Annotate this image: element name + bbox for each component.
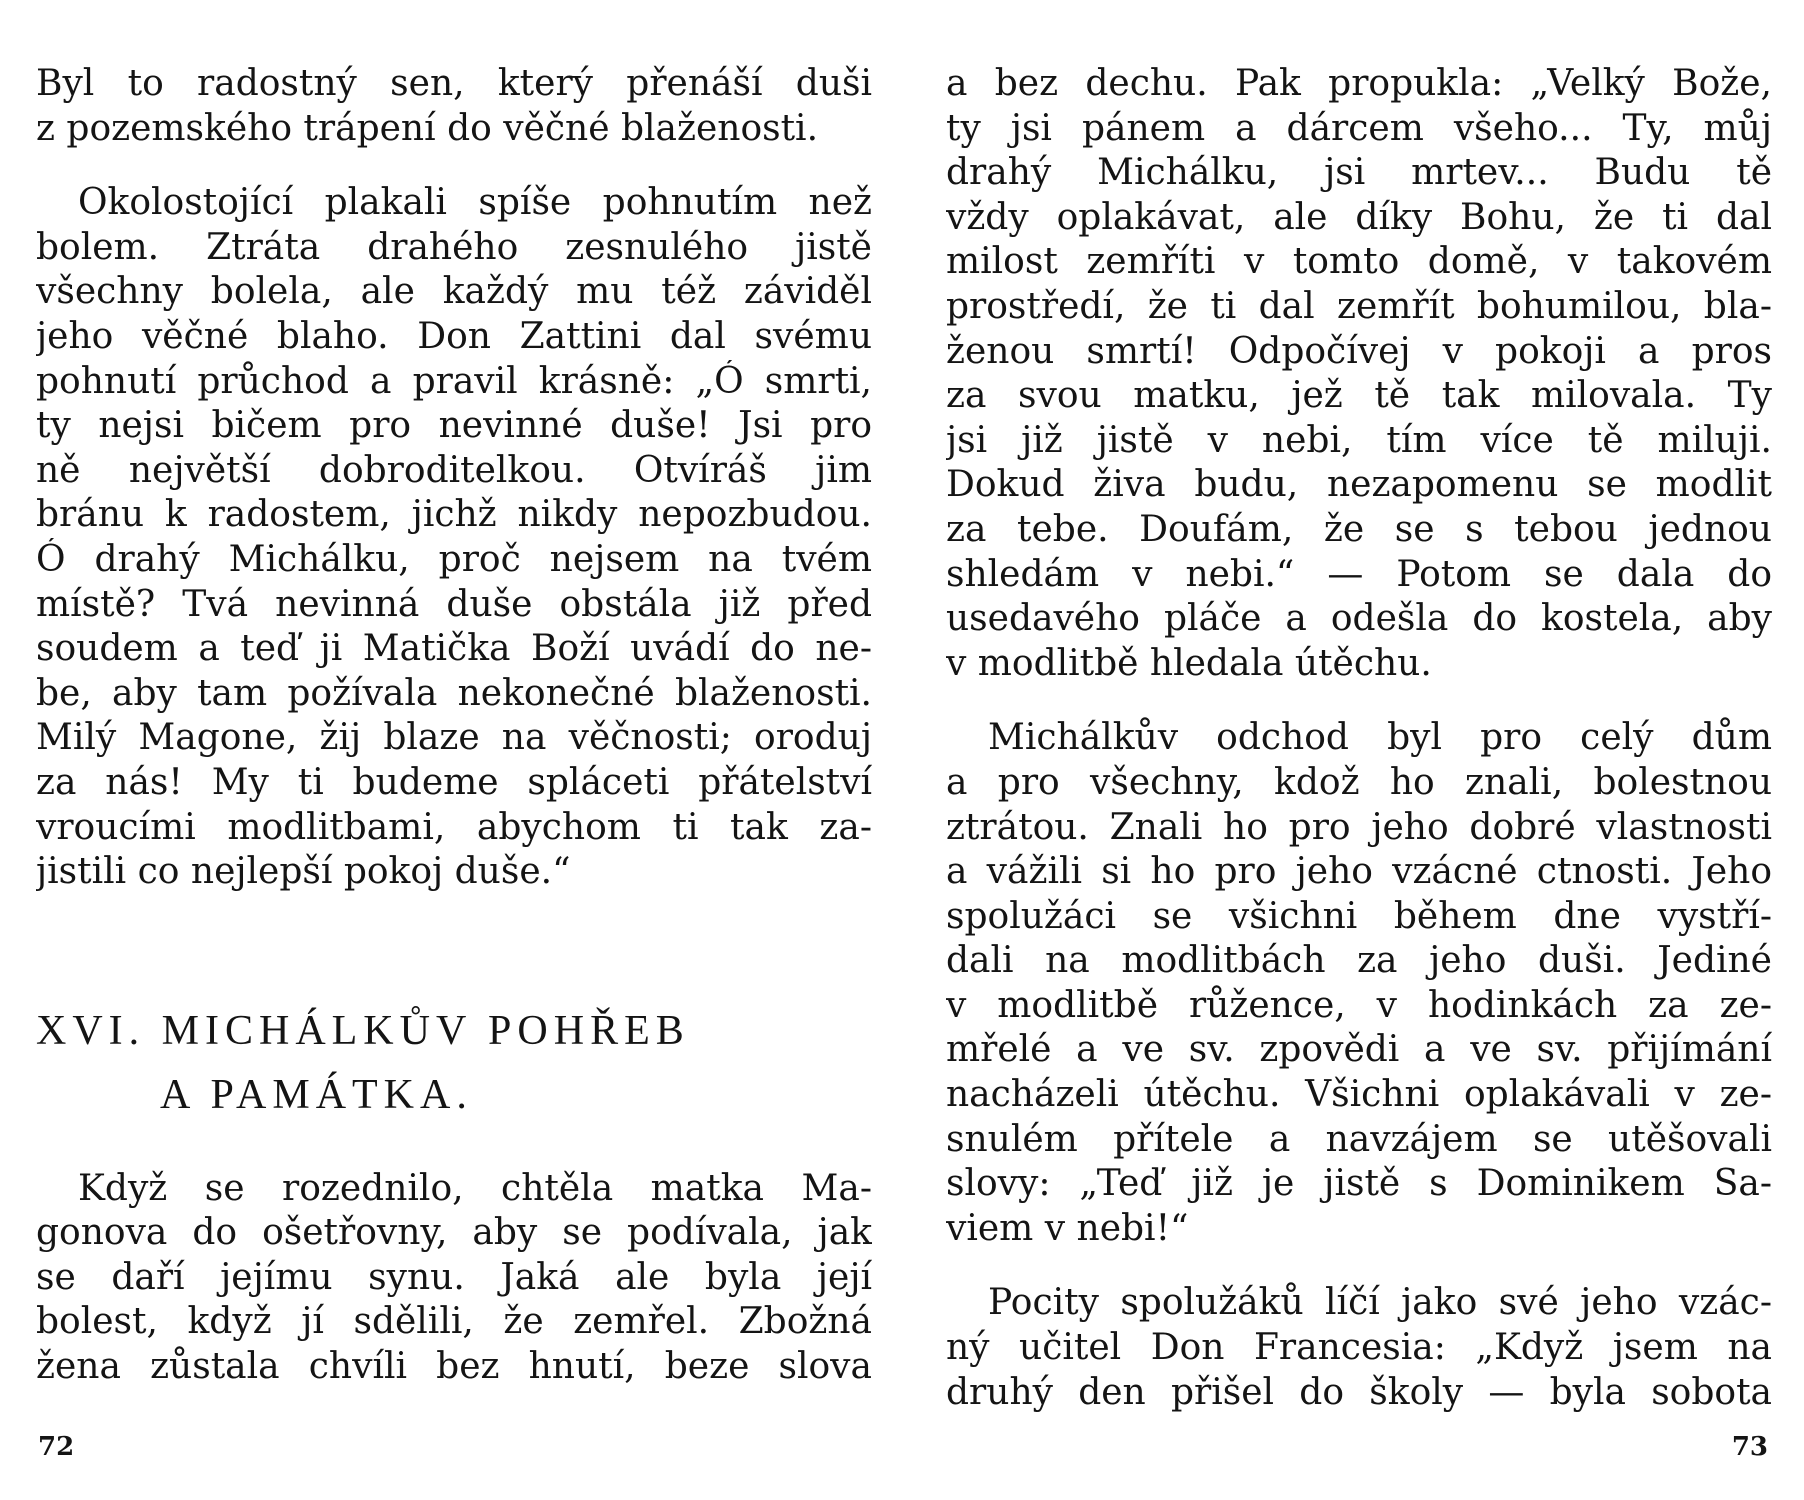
left-paragraph-2: [36, 181, 872, 895]
text-line: dali na modlitbách za jeho duši. Jediné: [946, 940, 1772, 982]
text-line: bránu k radostem, jichž nikdy nepozbudou.: [36, 494, 872, 536]
text-line: ty jsi pánem a dárcem všeho... Ty, můj: [946, 107, 1772, 149]
text-line: mřelé a ve sv. zpovědi a ve sv. přijímání: [946, 1029, 1772, 1071]
text-line: žena zůstala chvíli bez hnutí, beze slova: [36, 1346, 872, 1388]
right-paragraph-2: [946, 716, 1772, 1251]
chapter-heading-line-1: XVI. MICHÁLKŮV POHŘEB: [36, 1007, 690, 1054]
text-line: spolužáci se všichni během dne vystří-: [946, 895, 1772, 937]
text-line: a vážili si ho pro jeho vzácné ctnosti. Jeho: [946, 851, 1772, 893]
right-paragraph-1: [946, 62, 1772, 686]
text-line: viem v nebi!“: [946, 1207, 1189, 1249]
page-number: 72: [38, 1432, 75, 1462]
right-paragraph-3: [946, 1281, 1772, 1415]
text-line: za nás! My ti budeme spláceti přátelství: [36, 761, 872, 803]
text-line: jsi již jistě v nebi, tím více tě miluji.: [946, 419, 1772, 461]
text-line: drahý Michálku, jsi mrtev... Budu tě: [946, 152, 1772, 194]
text-line: slovy: „Teď již je jistě s Dominikem Sa-: [946, 1163, 1772, 1205]
text-line: jistili co nejlepší pokoj duše.“: [36, 851, 571, 893]
text-line: Dokud živa budu, nezapomenu se modlit: [946, 464, 1772, 506]
text-line: z pozemského trápení do věčné blaženosti.: [36, 107, 819, 149]
text-line: pohnutí průchod a pravil krásně: „Ó smrti,: [36, 360, 872, 402]
text-line: prostředí, že ti dal zemřít bohumilou, bla-: [946, 285, 1772, 327]
text-line: ženou smrtí! Odpočívej v pokoji a pros: [946, 330, 1772, 372]
text-line: milost zemříti v tomto domě, v takovém: [946, 241, 1772, 283]
left-page-text: [36, 62, 872, 1390]
text-line: vždy oplakávat, ale díky Bohu, že ti dal: [946, 196, 1772, 238]
text-line: v modlitbě růžence, v hodinkách za ze-: [946, 984, 1772, 1026]
text-line: místě? Tvá nevinná duše obstála již před: [36, 583, 872, 625]
text-line: a bez dechu. Pak propukla: „Velký Bože,: [946, 63, 1772, 104]
chapter-heading: [36, 895, 872, 1167]
text-line: Michálkův odchod byl pro celý dům: [988, 717, 1772, 759]
text-line: ztrátou. Znali ho pro jeho dobré vlastnosti: [946, 806, 1772, 848]
text-line: Byl to radostný sen, který přenáší duši: [36, 63, 872, 104]
text-line: soudem a teď ji Matička Boží uvádí do ne-: [36, 628, 872, 670]
right-page-text: [946, 62, 1772, 1415]
text-line: shledám v nebi.“ — Potom se dala do: [946, 553, 1772, 595]
text-line: Okolostojící plakali spíše pohnutím než: [78, 182, 872, 224]
left-paragraph-1: [36, 62, 872, 151]
text-line: všechny bolela, ale každý mu též záviděl: [36, 271, 872, 313]
left-paragraph-3: [36, 1167, 872, 1390]
text-line: nacházeli útěchu. Všichni oplakávali v ze-: [946, 1074, 1772, 1116]
text-line: snulém přítele a navzájem se utěšovali: [946, 1118, 1772, 1160]
text-line: bolest, když jí sdělili, že zemřel. Zbožná: [36, 1301, 872, 1343]
text-line: ty nejsi bičem pro nevinné duše! Jsi pro: [36, 405, 872, 447]
text-line: v modlitbě hledala útěchu.: [946, 642, 1432, 684]
text-line: se daří jejímu synu. Jaká ale byla její: [36, 1256, 872, 1298]
text-line: Pocity spolužáků líčí jako své jeho vzác-: [988, 1282, 1772, 1324]
text-line: vroucími modlitbami, abychom ti tak za-: [36, 806, 872, 848]
text-line: Milý Magone, žij blaze na věčnosti; oroduj: [36, 717, 872, 759]
page-number: 73: [1731, 1432, 1768, 1462]
text-line: Ó drahý Michálku, proč nejsem na tvém: [36, 538, 872, 580]
text-line: za svou matku, jež tě tak milovala. Ty: [946, 375, 1772, 417]
text-line: gonova do ošetřovny, aby se podívala, jak: [36, 1212, 872, 1254]
text-line: ně největší dobroditelkou. Otvíráš jim: [36, 449, 872, 491]
text-line: jeho věčné blaho. Don Zattini dal svému: [36, 315, 872, 357]
text-line: Když se rozednilo, chtěla matka Ma-: [78, 1167, 872, 1209]
text-line: druhý den přišel do školy — byla sobota: [946, 1371, 1772, 1413]
text-line: usedavého pláče a odešla do kostela, aby: [946, 598, 1772, 640]
text-line: a pro všechny, kdož ho znali, bolestnou: [946, 761, 1772, 803]
text-line: bolem. Ztráta drahého zesnulého jistě: [36, 226, 872, 268]
right-page: [902, 0, 1804, 1500]
text-line: ný učitel Don Francesia: „Když jsem na: [946, 1327, 1772, 1369]
text-line: be, aby tam požívala nekonečné blaženosti.: [36, 672, 872, 714]
text-line: za tebe. Doufám, že se s tebou jednou: [946, 508, 1772, 550]
chapter-heading-line-2: A PAMÁTKA.: [160, 1071, 473, 1118]
